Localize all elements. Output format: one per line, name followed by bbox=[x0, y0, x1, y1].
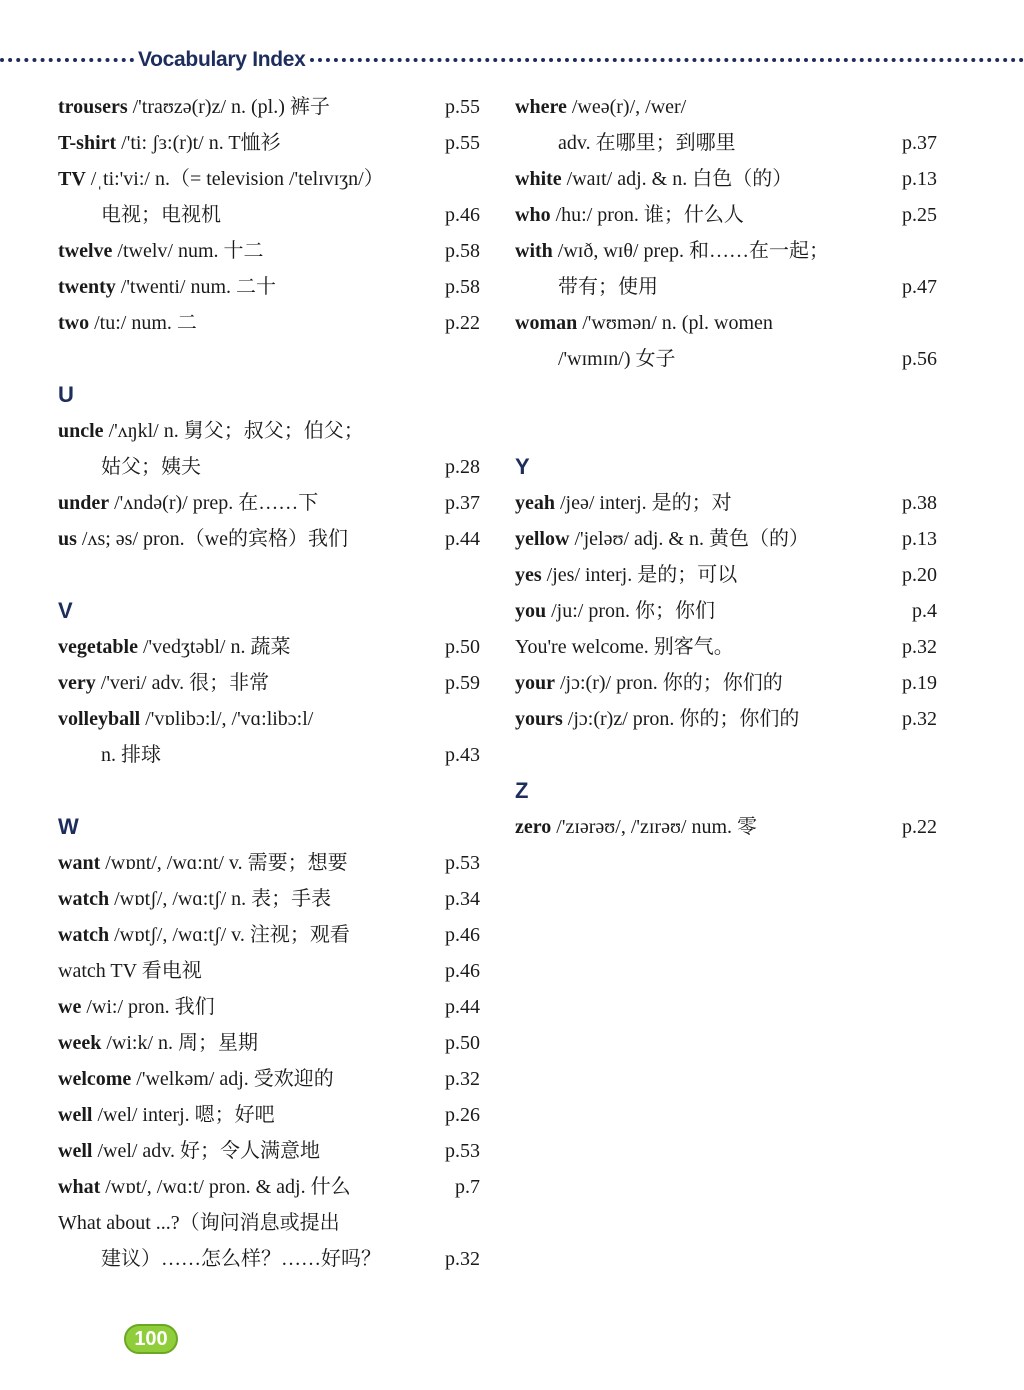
section-gap bbox=[58, 773, 480, 809]
vocab-entry bbox=[58, 881, 480, 917]
section-letter: W bbox=[58, 814, 79, 839]
vocab-entry bbox=[515, 629, 937, 665]
entry-text: What about ...?（询问消息或提出 bbox=[58, 1212, 340, 1234]
vocab-entry bbox=[58, 89, 480, 125]
page-number: 100 bbox=[134, 1327, 168, 1350]
entry-text: very /'veri/ adv. 很；非常 bbox=[58, 672, 270, 694]
entry-text: You're welcome. 别客气。 bbox=[515, 636, 734, 658]
entry-text: trousers /'traʊzə(r)z/ n. (pl.) 裤子 bbox=[58, 96, 330, 118]
entry-text: watch TV 看电视 bbox=[58, 960, 202, 982]
entry-text: TV /ˌti:'vi:/ n.（= television /'telɪvɪʒn/） bbox=[58, 168, 384, 190]
headword: yes bbox=[515, 564, 542, 586]
headword: woman bbox=[515, 312, 578, 334]
entry-page: p.58 bbox=[445, 276, 480, 298]
vocab-entry bbox=[58, 125, 480, 161]
entry-text: yeah /jeə/ interj. 是的；对 bbox=[515, 492, 732, 514]
vocab-entry bbox=[515, 89, 937, 125]
entry-page: p.7 bbox=[455, 1176, 480, 1198]
vocab-entry bbox=[515, 485, 937, 521]
entry-text: you /ju:/ pron. 你；你们 bbox=[515, 600, 716, 622]
entry-text: with /wɪð, wɪθ/ prep. 和……在一起； bbox=[515, 240, 830, 262]
headword: vegetable bbox=[58, 636, 138, 658]
entry-text: twelve /twelv/ num. 十二 bbox=[58, 240, 264, 262]
section-gap bbox=[58, 557, 480, 593]
entry-page: p.44 bbox=[445, 996, 480, 1018]
vocab-entry bbox=[515, 665, 937, 701]
entry-page: p.43 bbox=[445, 744, 480, 766]
headword: trousers bbox=[58, 96, 128, 118]
entry-page: p.19 bbox=[902, 672, 937, 694]
entry-text: n. 排球 bbox=[101, 744, 161, 766]
right-column bbox=[515, 89, 937, 845]
vocab-entry bbox=[58, 1133, 480, 1169]
entry-text: us /ʌs; əs/ pron.（we的宾格）我们 bbox=[58, 528, 348, 550]
entry-page: p.37 bbox=[902, 132, 937, 154]
headword: watch bbox=[58, 888, 110, 910]
section-gap bbox=[515, 737, 937, 773]
entry-text: we /wi:/ pron. 我们 bbox=[58, 996, 215, 1018]
entry-page: p.26 bbox=[445, 1104, 480, 1126]
entry-page: p.37 bbox=[445, 492, 480, 514]
entry-page: p.46 bbox=[445, 204, 480, 226]
vocab-entry bbox=[58, 269, 480, 305]
vocab-entry bbox=[58, 953, 480, 989]
entry-page: p.56 bbox=[902, 348, 937, 370]
entry-text: well /wel/ adv. 好；令人满意地 bbox=[58, 1140, 321, 1162]
entry-text: well /wel/ interj. 嗯；好吧 bbox=[58, 1104, 275, 1126]
vocab-entry bbox=[58, 989, 480, 1025]
headword: who bbox=[515, 204, 551, 226]
entry-text: 建议）……怎么样？……好吗？ bbox=[101, 1248, 381, 1270]
vocab-entry bbox=[58, 845, 480, 881]
entry-page: p.32 bbox=[445, 1068, 480, 1090]
entry-text: zero /'zɪərəʊ/, /'zɪrəʊ/ num. 零 bbox=[515, 816, 758, 838]
vocab-entry bbox=[58, 1025, 480, 1061]
entry-page: p.28 bbox=[445, 456, 480, 478]
entry-text: under /'ʌndə(r)/ prep. 在……下 bbox=[58, 492, 319, 514]
headword: very bbox=[58, 672, 96, 694]
entry-page: p.32 bbox=[902, 636, 937, 658]
vocab-entry bbox=[58, 629, 480, 665]
vocab-entry bbox=[515, 557, 937, 593]
headword: T-shirt bbox=[58, 132, 117, 154]
entry-text: watch /wɒtʃ/, /wɑ:tʃ/ n. 表；手表 bbox=[58, 888, 332, 910]
entry-continuation bbox=[515, 125, 937, 161]
entry-text: welcome /'welkəm/ adj. 受欢迎的 bbox=[58, 1068, 334, 1090]
entry-page: p.20 bbox=[902, 564, 937, 586]
headword: yellow bbox=[515, 528, 570, 550]
vocab-entry bbox=[515, 197, 937, 233]
entry-page: p.47 bbox=[902, 276, 937, 298]
entry-continuation bbox=[515, 269, 937, 305]
entry-page: p.22 bbox=[902, 816, 937, 838]
headword: want bbox=[58, 852, 101, 874]
vocab-entry bbox=[58, 413, 480, 449]
headword: welcome bbox=[58, 1068, 132, 1090]
entry-page: p.53 bbox=[445, 1140, 480, 1162]
entry-page: p.46 bbox=[445, 924, 480, 946]
page-number-badge bbox=[124, 1324, 178, 1354]
entry-text: what /wɒt/, /wɑ:t/ pron. & adj. 什么 bbox=[58, 1176, 351, 1198]
headword: us bbox=[58, 528, 77, 550]
vocab-entry bbox=[515, 233, 937, 269]
entry-page: p.13 bbox=[902, 528, 937, 550]
entry-page: p.32 bbox=[445, 1248, 480, 1270]
entry-text: vegetable /'vedʒtəbl/ n. 蔬菜 bbox=[58, 636, 291, 658]
entry-continuation bbox=[58, 1241, 480, 1277]
entry-continuation bbox=[515, 341, 937, 377]
vocab-entry bbox=[515, 809, 937, 845]
headword: watch bbox=[58, 924, 110, 946]
headword: two bbox=[58, 312, 90, 334]
vocab-entry bbox=[58, 701, 480, 737]
entry-text: yellow /'jeləʊ/ adj. & n. 黄色（的） bbox=[515, 528, 809, 550]
entry-text: two /tu:/ num. 二 bbox=[58, 312, 197, 334]
vocab-entry bbox=[58, 1169, 480, 1205]
entry-page: p.25 bbox=[902, 204, 937, 226]
headword: your bbox=[515, 672, 555, 694]
entry-text: watch /wɒtʃ/, /wɑ:tʃ/ v. 注视；观看 bbox=[58, 924, 350, 946]
vocab-entry bbox=[58, 1205, 480, 1241]
entry-text: twenty /'twenti/ num. 二十 bbox=[58, 276, 277, 298]
vocab-entry bbox=[58, 485, 480, 521]
headword: well bbox=[58, 1140, 93, 1162]
entry-text: want /wɒnt/, /wɑ:nt/ v. 需要；想要 bbox=[58, 852, 348, 874]
section-gap bbox=[515, 377, 937, 413]
entry-continuation bbox=[58, 737, 480, 773]
entry-page: p.55 bbox=[445, 96, 480, 118]
vocab-entry bbox=[58, 233, 480, 269]
section-letter: V bbox=[58, 598, 73, 623]
vocab-entry bbox=[515, 521, 937, 557]
headword: you bbox=[515, 600, 547, 622]
vocab-entry bbox=[515, 593, 937, 629]
headword: twelve bbox=[58, 240, 113, 262]
entry-page: p.59 bbox=[445, 672, 480, 694]
entry-text: where /weə(r)/, /wer/ bbox=[515, 96, 687, 118]
entry-page: p.4 bbox=[912, 600, 937, 622]
entry-page: p.44 bbox=[445, 528, 480, 550]
headword: zero bbox=[515, 816, 552, 838]
vocab-entry bbox=[515, 161, 937, 197]
entry-page: p.34 bbox=[445, 888, 480, 910]
headword: yeah bbox=[515, 492, 555, 514]
entry-text: woman /'wʊmən/ n. (pl. women bbox=[515, 312, 773, 334]
entry-text: 带有；使用 bbox=[558, 276, 658, 298]
entry-page: p.50 bbox=[445, 636, 480, 658]
headword: we bbox=[58, 996, 82, 1018]
vocab-entry bbox=[515, 305, 937, 341]
headword: volleyball bbox=[58, 708, 141, 730]
page-title: Vocabulary Index bbox=[138, 48, 306, 71]
section-letter: Y bbox=[515, 454, 530, 479]
vocab-entry bbox=[58, 1061, 480, 1097]
section-letter: U bbox=[58, 382, 74, 407]
entry-page: p.22 bbox=[445, 312, 480, 334]
headword: where bbox=[515, 96, 567, 118]
headword: TV bbox=[58, 168, 86, 190]
headword: white bbox=[515, 168, 562, 190]
entry-text: /'wɪmɪn/) 女子 bbox=[558, 348, 676, 370]
left-column bbox=[58, 89, 480, 1277]
vocab-entry bbox=[58, 521, 480, 557]
vocab-entry bbox=[58, 1097, 480, 1133]
entry-text: T-shirt /'ti: ʃɜ:(r)t/ n. T恤衫 bbox=[58, 132, 281, 154]
entry-text: who /hu:/ pron. 谁；什么人 bbox=[515, 204, 744, 226]
vocab-entry bbox=[58, 305, 480, 341]
headword: uncle bbox=[58, 420, 104, 442]
entry-page: p.13 bbox=[902, 168, 937, 190]
entry-text: week /wi:k/ n. 周；星期 bbox=[58, 1032, 258, 1054]
headword: what bbox=[58, 1176, 101, 1198]
entry-page: p.53 bbox=[445, 852, 480, 874]
entry-page: p.32 bbox=[902, 708, 937, 730]
vocab-entry bbox=[58, 161, 480, 197]
headword: well bbox=[58, 1104, 93, 1126]
entry-text: your /jɔ:(r)/ pron. 你的；你们的 bbox=[515, 672, 783, 694]
entry-text: 姑父；姨夫 bbox=[101, 456, 201, 478]
entry-continuation bbox=[58, 449, 480, 485]
section-gap bbox=[515, 413, 937, 449]
entry-page: p.50 bbox=[445, 1032, 480, 1054]
section-letter: Z bbox=[515, 778, 529, 803]
entry-page: p.58 bbox=[445, 240, 480, 262]
headword: week bbox=[58, 1032, 102, 1054]
headword: twenty bbox=[58, 276, 116, 298]
entry-page: p.38 bbox=[902, 492, 937, 514]
entry-continuation bbox=[58, 197, 480, 233]
section-gap bbox=[58, 341, 480, 377]
vocab-entry bbox=[515, 701, 937, 737]
headword: yours bbox=[515, 708, 563, 730]
entry-text: adv. 在哪里；到哪里 bbox=[558, 132, 736, 154]
entry-page: p.55 bbox=[445, 132, 480, 154]
entry-text: uncle /'ʌŋkl/ n. 舅父；叔父；伯父； bbox=[58, 420, 364, 442]
entry-page: p.46 bbox=[445, 960, 480, 982]
entry-text: white /waɪt/ adj. & n. 白色（的） bbox=[515, 168, 793, 190]
entry-text: volleyball /'vɒlibɔ:l/, /'vɑ:libɔ:l/ bbox=[58, 708, 314, 730]
header-dots-right bbox=[310, 58, 1024, 62]
headword: with bbox=[515, 240, 553, 262]
entry-text: yes /jes/ interj. 是的；可以 bbox=[515, 564, 738, 586]
header-dots-left bbox=[0, 58, 134, 62]
entry-text: 电视；电视机 bbox=[101, 204, 221, 226]
headword: under bbox=[58, 492, 110, 514]
vocab-entry bbox=[58, 665, 480, 701]
vocab-entry bbox=[58, 917, 480, 953]
header-rule bbox=[0, 48, 1024, 72]
entry-text: yours /jɔ:(r)z/ pron. 你的；你们的 bbox=[515, 708, 800, 730]
